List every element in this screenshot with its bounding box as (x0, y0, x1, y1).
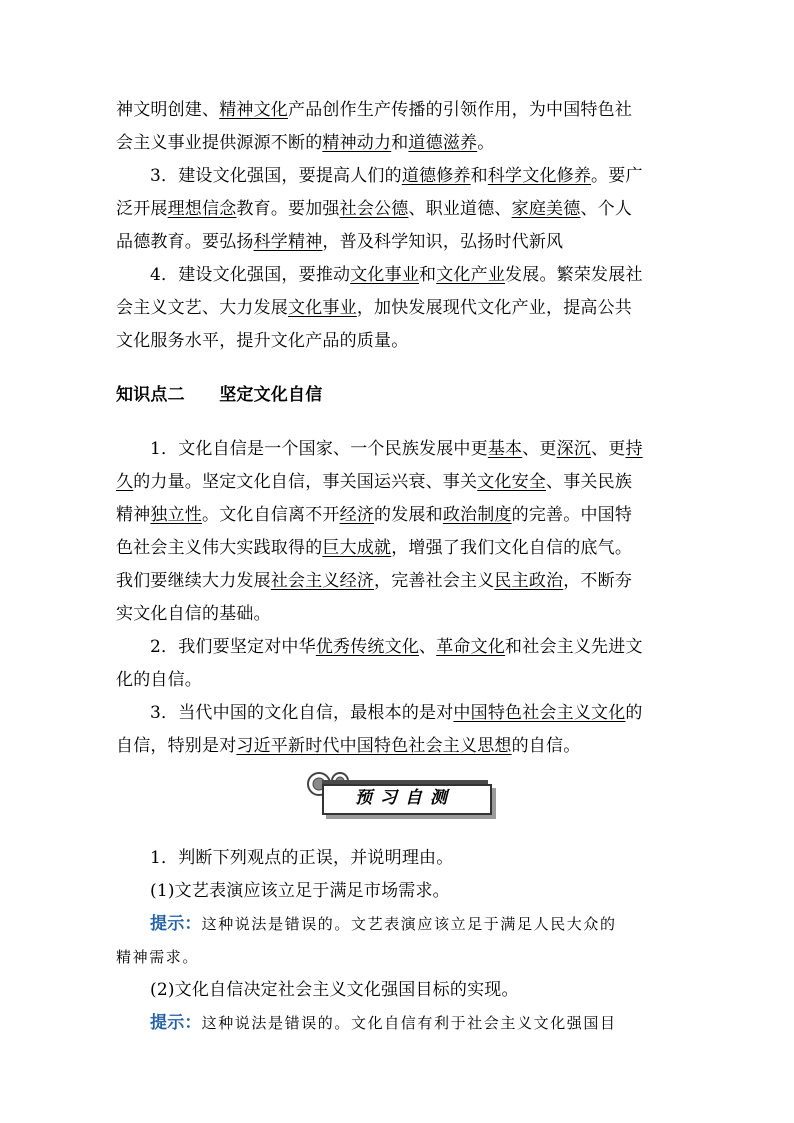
text-segment: 3．建设文化强国，要提高人们的 (150, 166, 402, 186)
text-segment: 精神 (116, 505, 151, 525)
text-line (116, 570, 632, 592)
text-segment: 、事关民族 (546, 472, 633, 492)
text-segment: 、更 (591, 439, 626, 459)
text-segment: 产品创作生产传播的引领作用，为中国特色社 (288, 100, 633, 120)
text-line (116, 99, 632, 121)
keyword: 民主政治 (494, 571, 564, 591)
text-line (116, 231, 563, 253)
text-segment: 化的自信。 (116, 670, 202, 690)
keyword: 科学精神 (253, 232, 323, 252)
text-segment: 1．文化自信是一个国家、一个民族发展中更 (150, 439, 488, 459)
hint-label: 提示 (150, 914, 185, 934)
text-segment: 2．我们要坚定对中华 (150, 637, 316, 657)
text-line (150, 165, 643, 187)
hint-label: ： (184, 1013, 202, 1033)
keyword: 革命文化 (436, 637, 506, 657)
text-segment: 3．当代中国的文化自信，最根本的是对 (150, 703, 454, 723)
text-line (116, 603, 271, 625)
keyword: 巨大成就 (322, 538, 392, 558)
keyword: 科学文化修养 (487, 166, 592, 186)
text-segment: 、个人 (580, 199, 633, 219)
text-line (150, 880, 450, 902)
text-segment: 我们要继续大力发展 (116, 571, 271, 591)
text-line (116, 669, 202, 691)
keyword: 政治制度 (442, 505, 512, 525)
text-segment: 的 (625, 703, 643, 723)
text-segment: 、更 (522, 439, 557, 459)
keyword: 经济 (339, 505, 375, 525)
text-segment: 的发展和 (374, 505, 443, 525)
section-heading (116, 384, 322, 406)
text-segment: 会主义事业提供源源不断的 (116, 133, 323, 153)
text-line (150, 636, 643, 658)
text-segment: 的完善。中国特 (511, 505, 633, 525)
text-segment: ，不断夯 (563, 571, 633, 591)
text-segment: (1)文艺表演应该立足于满足市场需求。 (150, 881, 450, 901)
keyword: 精神文化 (219, 100, 289, 120)
text-segment: ，普及科学知识，弘扬时代新风 (322, 232, 564, 252)
text-segment: 的力量。坚定文化自信，事关国运兴衰、事关 (133, 472, 478, 492)
text-segment: 自信，特别是对 (116, 736, 237, 756)
text-segment: 神文明创建、 (116, 100, 220, 120)
text-segment: 实文化自信的基础。 (116, 604, 271, 624)
keyword: 精神动力 (322, 133, 392, 153)
text-line (116, 504, 632, 526)
keyword: 文化事业 (350, 265, 420, 285)
text-line (116, 537, 632, 559)
text-line (116, 132, 494, 154)
text-segment: 和 (470, 166, 488, 186)
keyword: 持 (625, 439, 643, 459)
text-line (116, 198, 632, 220)
text-segment: 。要广 (591, 166, 643, 186)
text-line (150, 847, 453, 869)
text-segment: 泛开展 (116, 199, 168, 219)
text-segment: ，增强了我们文化自信的底气。 (391, 538, 633, 558)
keyword: 基本 (487, 439, 523, 459)
keyword: 久 (116, 472, 134, 492)
text-segment: 。文化自信离不开 (202, 505, 340, 525)
keyword: 独立性 (150, 505, 203, 525)
text-segment: 、 (419, 637, 437, 657)
keyword: 深沉 (556, 439, 592, 459)
text-segment: 教育。要加强 (236, 199, 340, 219)
keyword: 中国特色社会主义文化 (453, 703, 626, 723)
text-line (150, 438, 643, 460)
text-segment: ，加快发展现代文化产业，提高公共 (356, 298, 633, 318)
text-segment: 和社会主义先进文 (505, 637, 643, 657)
keyword: 优秀传统文化 (315, 637, 420, 657)
text-line (150, 979, 519, 1001)
keyword: 文化产业 (436, 265, 506, 285)
text-segment: 。 (477, 133, 495, 153)
text-segment: 色社会主义伟大实践取得的 (116, 538, 323, 558)
text-segment: 文化服务水平，提升文化产品的质量。 (116, 331, 409, 351)
text-line (150, 1012, 617, 1034)
preview-self-test-banner (306, 768, 490, 818)
keyword: 文化安全 (477, 472, 547, 492)
text-segment: 1．判断下列观点的正误，并说明理由。 (150, 848, 454, 868)
keyword: 社会主义经济 (270, 571, 375, 591)
text-line (116, 471, 632, 493)
text-segment: ，完善社会主义 (374, 571, 495, 591)
keyword: 道德修养 (401, 166, 471, 186)
text-segment: 、职业道德、 (408, 199, 512, 219)
text-segment: 发展。繁荣发展社 (505, 265, 643, 285)
hint-text: 这种说法是错误的。文艺表演应该立足于满足人民大众的 (201, 915, 617, 933)
text-segment: 4．建设文化强国，要推动 (150, 265, 351, 285)
text-line (116, 735, 580, 757)
text-segment: 会主义文艺、大力发展 (116, 298, 288, 318)
text-line (116, 297, 632, 319)
text-segment: 的自信。 (511, 736, 581, 756)
banner-title: 预习自测 (355, 788, 455, 808)
text-line (150, 913, 617, 935)
text-segment: (2)文化自信决定社会主义文化强国目标的实现。 (150, 980, 519, 1000)
text-line (116, 946, 199, 968)
keyword: 理想信念 (167, 199, 237, 219)
text-line (150, 264, 643, 286)
hint-text: 这种说法是错误的。文化自信有利于社会主义文化强国目 (201, 1014, 617, 1032)
text-segment: 和 (391, 133, 409, 153)
text-segment: 和 (419, 265, 437, 285)
text-segment: 知识点二 坚定文化自信 (116, 385, 323, 405)
hint-label: ： (184, 914, 202, 934)
keyword: 家庭美德 (511, 199, 581, 219)
keyword: 社会公德 (339, 199, 409, 219)
text-segment: 品德教育。要弘扬 (116, 232, 254, 252)
keyword: 文化事业 (288, 298, 357, 318)
hint-label: 提示 (150, 1013, 185, 1033)
banner-bar (322, 780, 488, 784)
keyword: 习近平新时代中国特色社会主义思想 (236, 736, 512, 756)
text-line (150, 702, 643, 724)
keyword: 道德滋养 (408, 133, 478, 153)
text-line (116, 330, 408, 352)
hint-text: 精神需求。 (116, 948, 200, 966)
